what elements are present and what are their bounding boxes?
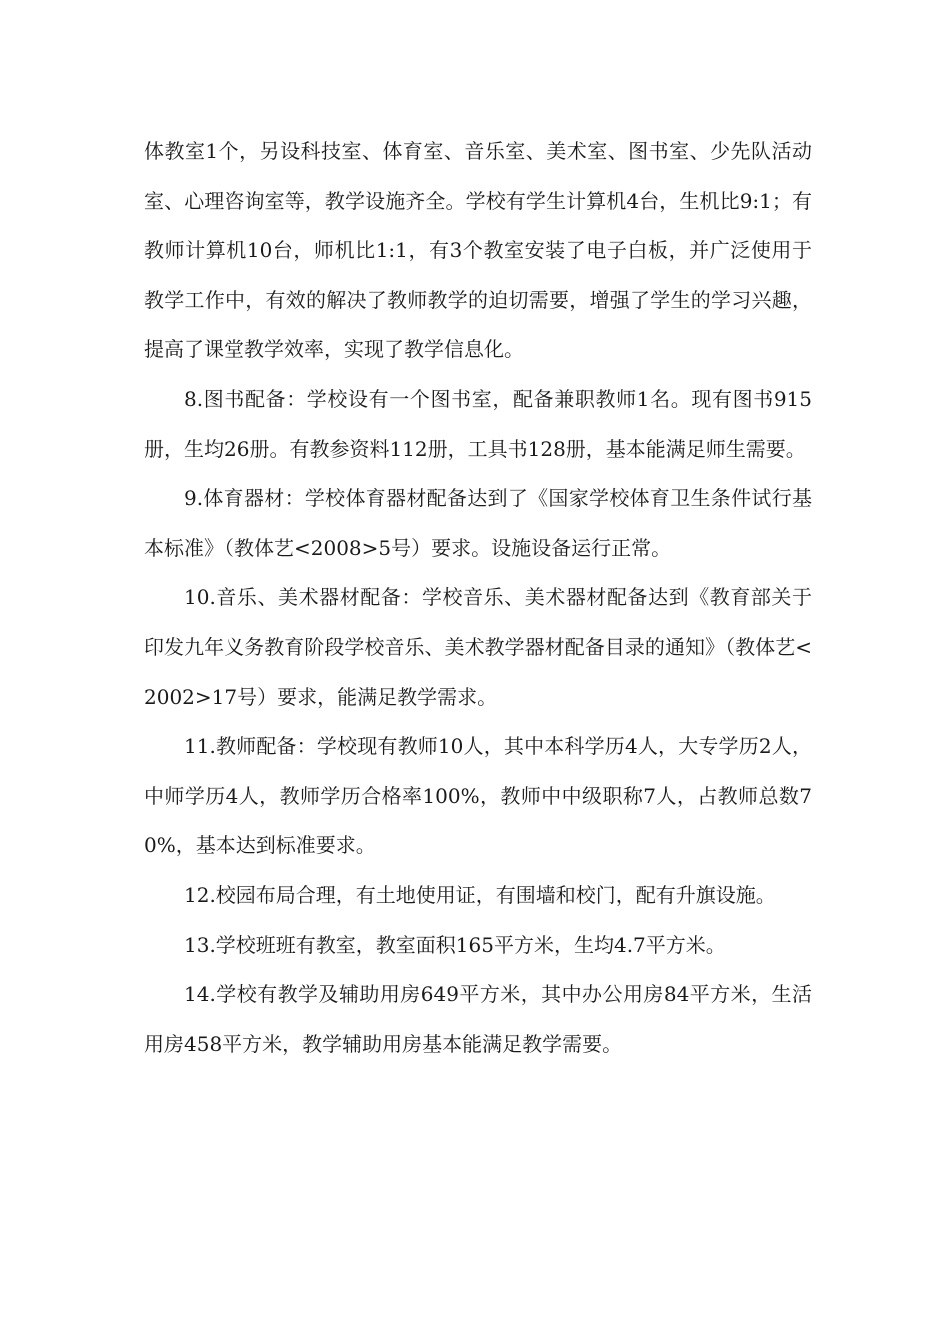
paragraph-classrooms: 13.学校班班有教室，教室面积165平方米，生均4.7平方米。 <box>184 932 726 957</box>
paragraph-buildings: 14.学校有教学及辅助用房649平方米，其中办公用房84平方米，生活用房458平方米，教学辅助用房基本能满足教学需要。 <box>144 982 812 1056</box>
paragraph-facilities-continued: 体教室1个，另设科技室、体育室、音乐室、美术室、图书室、少先队活动室、心理咨询室等，教学设施齐全。学校有学生计算机4台，生机比9:1；有教师计算机10台，师机比1:1，有3个教室安装了电子白板，并广泛使用于教学工作中，有效的解决了教师教学的迫切需要，增强了学生的学习兴趣，提高了课堂教学效率，实现了教学信息化。 <box>144 139 812 362</box>
document-body <box>144 127 812 1069</box>
paragraph-music-art-equipment: 10.音乐、美术器材配备：学校音乐、美术器材配备达到《教育部关于印发九年义务教育阶段学校音乐、美术教学器材配备目录的通知》（教体艺<2002>17号）要求，能满足教学需求。 <box>144 585 812 709</box>
paragraph-library: 8.图书配备：学校设有一个图书室，配备兼职教师1名。现有图书915册，生均26册。有教参资料112册，工具书128册，基本能满足师生需要。 <box>144 386 812 461</box>
paragraph-sports-equipment: 9.体育器材：学校体育器材配备达到了《国家学校体育卫生条件试行基本标准》（教体艺<2008>5号）要求。设施设备运行正常。 <box>144 486 812 560</box>
paragraph-teachers: 11.教师配备：学校现有教师10人，其中本科学历4人，大专学历2人，中师学历4人，教师学历合格率100%，教师中中级职称7人，占教师总数70%，基本达到标准要求。 <box>144 734 812 858</box>
paragraph-campus-layout: 12.校园布局合理，有土地使用证，有围墙和校门，配有升旗设施。 <box>184 882 776 907</box>
